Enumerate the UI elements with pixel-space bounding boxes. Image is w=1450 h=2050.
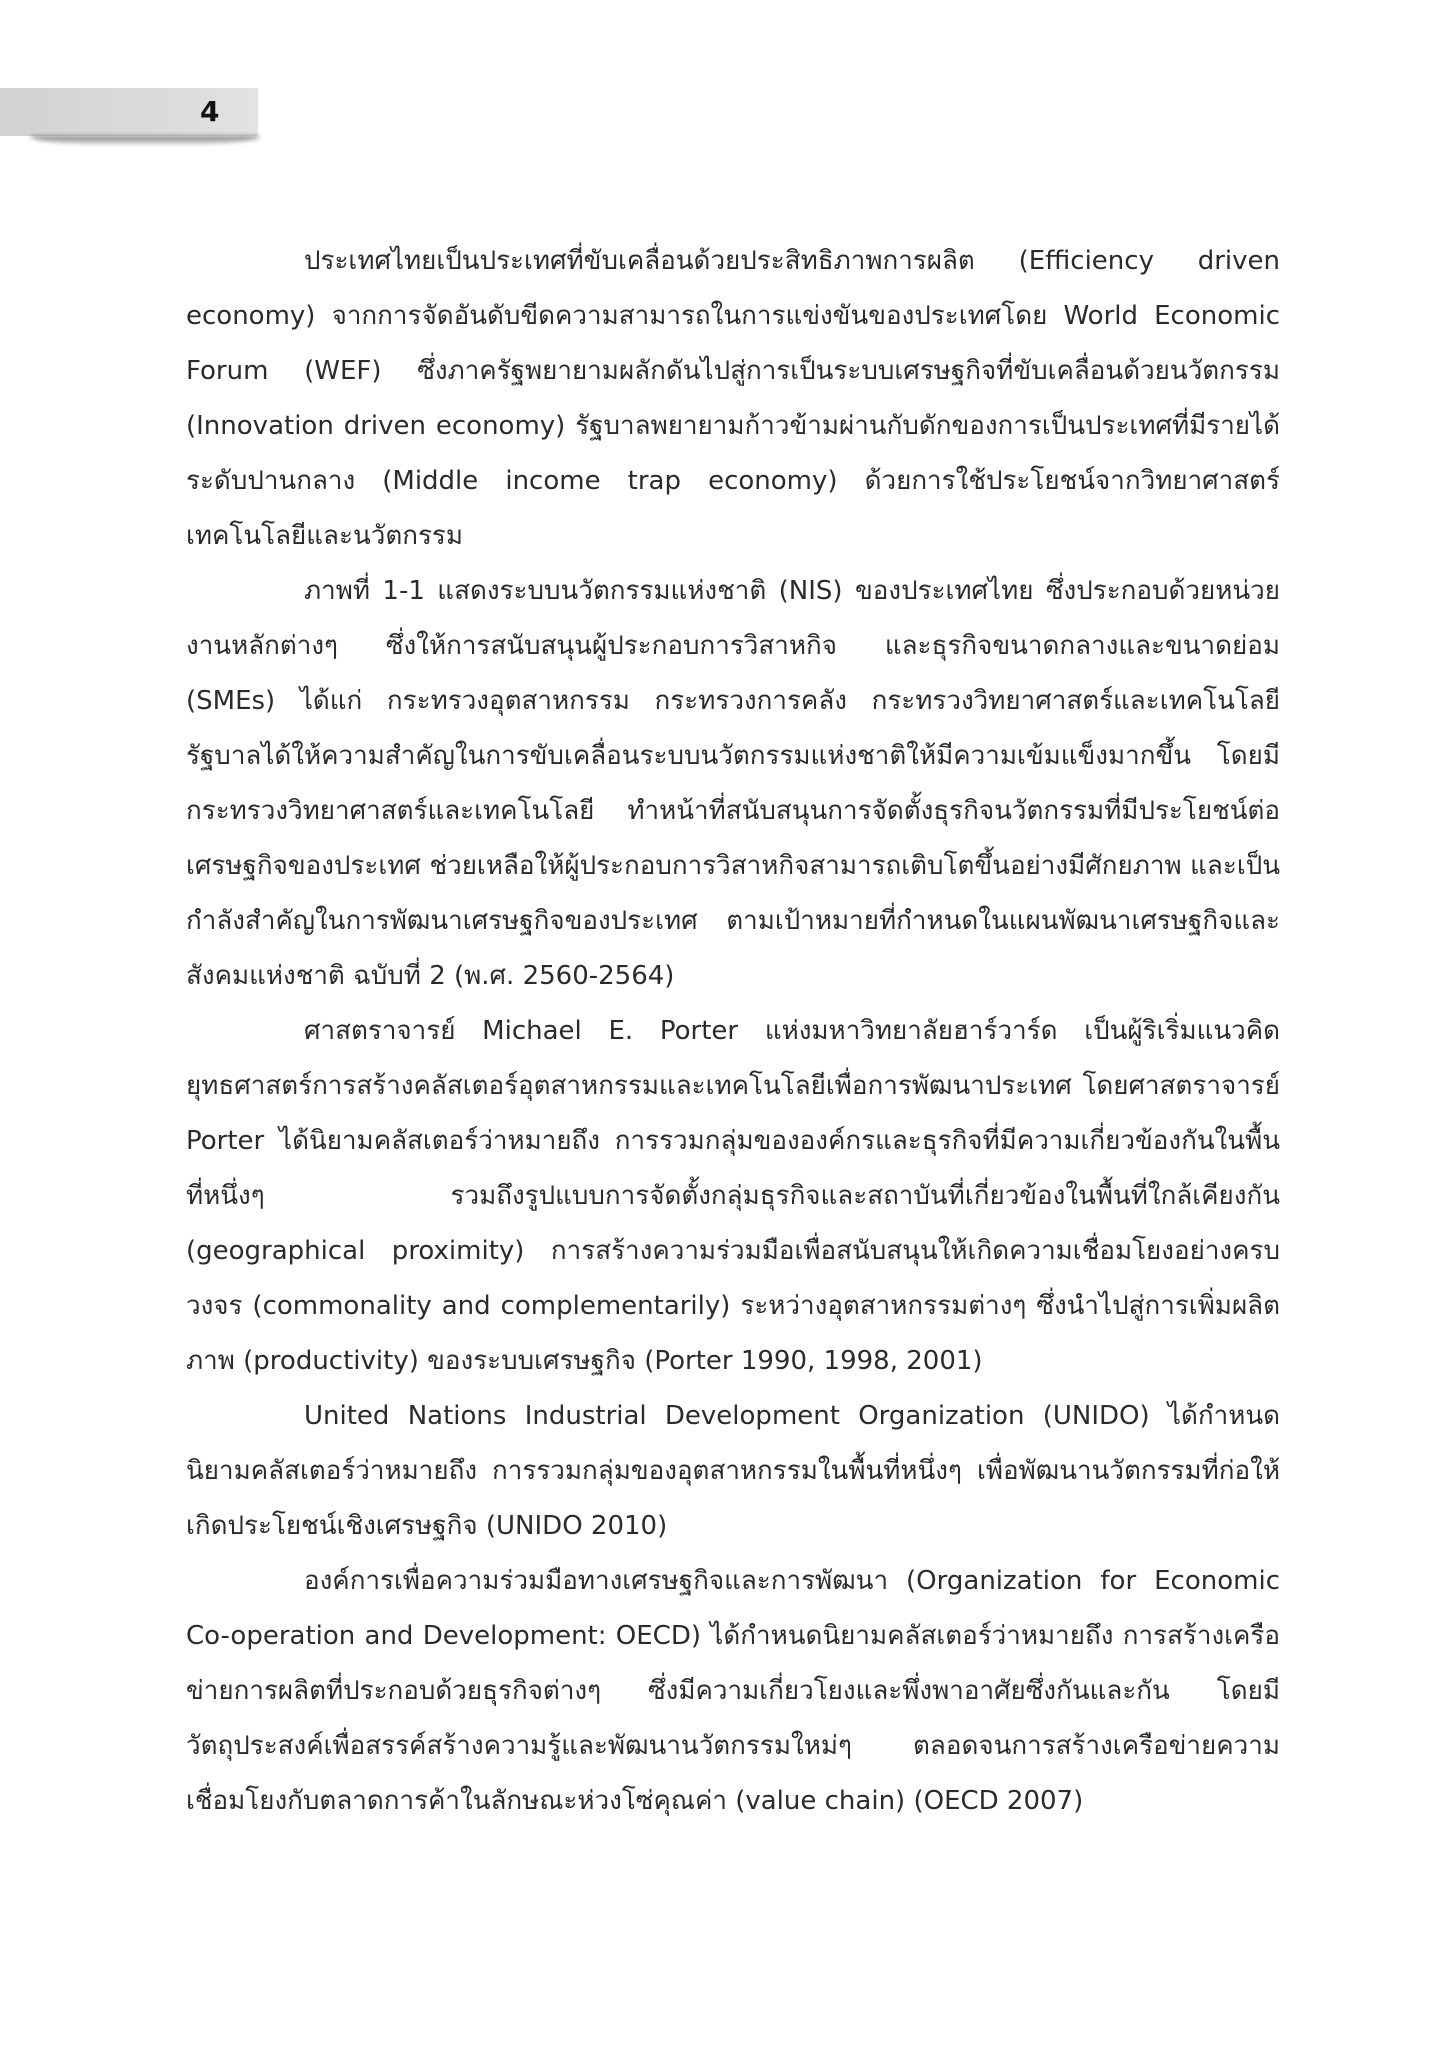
body-text xyxy=(186,234,1280,1829)
page-number-tab-shadow xyxy=(30,136,260,146)
paragraph-oecd-cluster-definition: องค์การเพื่อความร่วมมือทางเศรษฐกิจและการพัฒนา (Organization for Economic Co-operation and Development: OECD) ได้กำหนดนิยามคลัสเตอร์ว่าหมายถึง การสร้างเครือข่ายการผลิตที่ประกอบด้วยธุรกิจต่างๆ ซึ่งมีความเกี่ยวโยงและพึ่งพาอาศัยซึ่งกันและกัน โดยมีวัตถุประสงค์เพื่อสรรค์สร้างความรู้และพัฒนานวัตกรรมใหม่ๆ ตลอดจนการสร้างเครือข่ายความเชื่อมโยงกับตลาดการค้าในลักษณะห่วงโซ่คุณค่า (value chain) (OECD 2007) xyxy=(186,1566,1280,1816)
page-number: 4 xyxy=(200,95,220,128)
paragraph-porter-cluster-definition: ศาสตราจารย์ Michael E. Porter แห่งมหาวิทยาลัยฮาร์วาร์ด เป็นผู้ริเริ่มแนวคิดยุทธศาสตร์การสร้างคลัสเตอร์อุตสาหกรรมและเทคโนโลยีเพื่อการพัฒนาประเทศ โดยศาสตราจารย์ Porter ได้นิยามคลัสเตอร์ว่าหมายถึง การรวมกลุ่มขององค์กรและธุรกิจที่มีความเกี่ยวข้องกันในพื้นที่หนึ่งๆ รวมถึงรูปแบบการจัดตั้งกลุ่มธุรกิจและสถาบันที่เกี่ยวข้องในพื้นที่ใกล้เคียงกัน (geographical proximity) การสร้างความร่วมมือเพื่อสนับสนุนให้เกิดความเชื่อมโยงอย่างครบวงจร (commonality and complementarily) ระหว่างอุตสาหกรรมต่างๆ ซึ่งนำไปสู่การเพิ่มผลิตภาพ (productivity) ของระบบเศรษฐกิจ (Porter 1990, 1998, 2001) xyxy=(186,1016,1280,1376)
paragraph-national-innovation-system: ภาพที่ 1-1 แสดงระบบนวัตกรรมแห่งชาติ (NIS) ของประเทศไทย ซึ่งประกอบด้วยหน่วยงานหลักต่างๆ ซึ่งให้การสนับสนุนผู้ประกอบการวิสาหกิจ และธุรกิจขนาดกลางและขนาดย่อม (SMEs) ได้แก่ กระทรวงอุตสาหกรรม กระทรวงการคลัง กระทรวงวิทยาศาสตร์และเทคโนโลยี รัฐบาลได้ให้ความสำคัญในการขับเคลื่อนระบบนวัตกรรมแห่งชาติให้มีความเข้มแข็งมากขึ้น โดยมีกระทรวงวิทยาศาสตร์และเทคโนโลยี ทำหน้าที่สนับสนุนการจัดตั้งธุรกิจนวัตกรรมที่มีประโยชน์ต่อเศรษฐกิจของประเทศ ช่วยเหลือให้ผู้ประกอบการวิสาหกิจสามารถเติบโตขึ้นอย่างมีศักยภาพ และเป็นกำลังสำคัญในการพัฒนาเศรษฐกิจของประเทศ ตามเป้าหมายที่กำหนดในแผนพัฒนาเศรษฐกิจและสังคมแห่งชาติ ฉบับที่ 2 (พ.ศ. 2560-2564) xyxy=(186,576,1280,991)
paragraph-unido-cluster-definition: United Nations Industrial Development Organization (UNIDO) ได้กำหนดนิยามคลัสเตอร์ว่าหมายถึง การรวมกลุ่มของอุตสาหกรรมในพื้นที่หนึ่งๆ เพื่อพัฒนานวัตกรรมที่ก่อให้เกิดประโยชน์เชิงเศรษฐกิจ (UNIDO 2010) xyxy=(186,1401,1280,1541)
paragraph-thailand-economy: ประเทศไทยเป็นประเทศที่ขับเคลื่อนด้วยประสิทธิภาพการผลิต (Efficiency driven economy) จากการจัดอันดับขีดความสามารถในการแข่งขันของประเทศโดย World Economic Forum (WEF) ซึ่งภาครัฐพยายามผลักดันไปสู่การเป็นระบบเศรษฐกิจที่ขับเคลื่อนด้วยนวัตกรรม (Innovation driven economy) รัฐบาลพยายามก้าวข้ามผ่านกับดักของการเป็นประเทศที่มีรายได้ระดับปานกลาง (Middle income trap economy) ด้วยการใช้ประโยชน์จากวิทยาศาสตร์ เทคโนโลยีและนวัตกรรม xyxy=(186,246,1280,551)
